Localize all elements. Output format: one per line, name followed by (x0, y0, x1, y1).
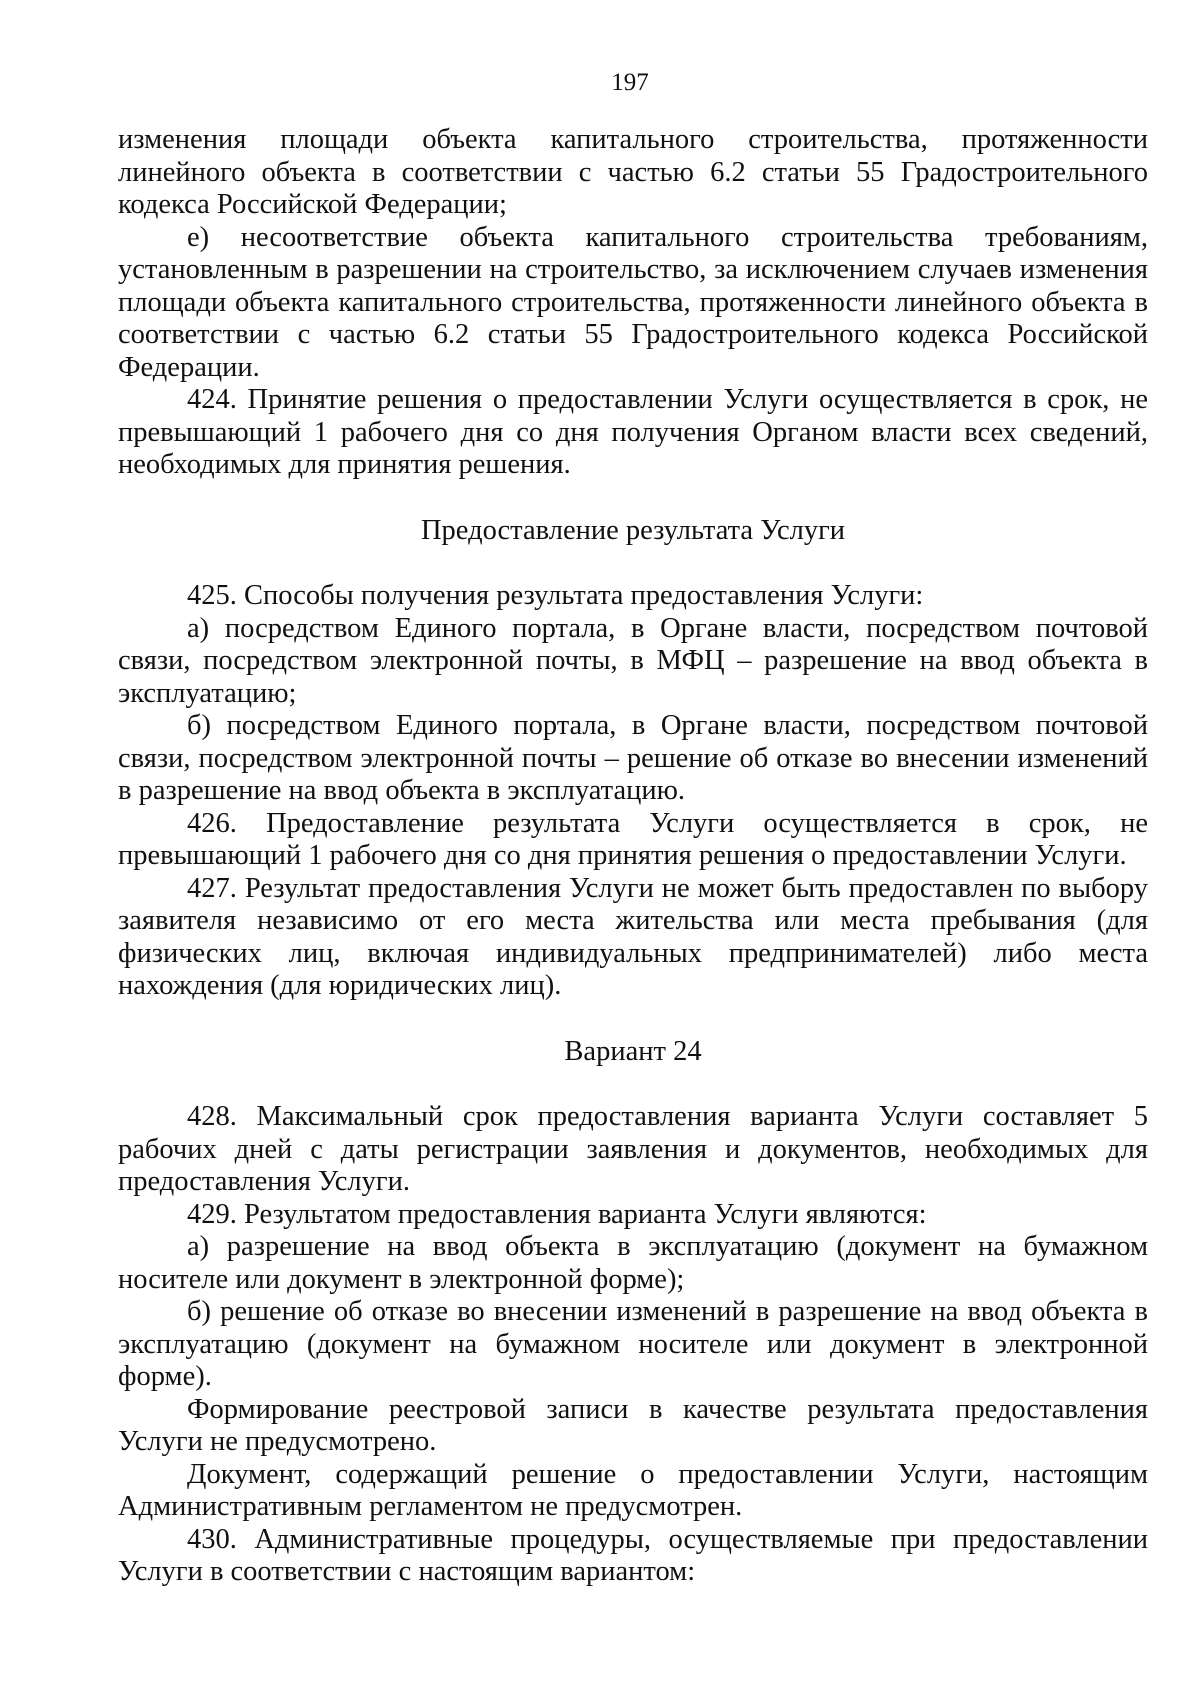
paragraph: 430. Административные процедуры, осуществляемые при предоставлении Услуги в соответствии с настоящим вариантом: (118, 1523, 1148, 1587)
section-heading: Предоставление результата Услуги (420, 514, 846, 546)
paragraph: б) посредством Единого портала, в Органе власти, посредством почтовой связи, посредством электронной почты – решение об отказе во внесении изменений в разрешение на ввод объекта в эксплуатацию. (118, 710, 1148, 806)
paragraph: а) посредством Единого портала, в Органе власти, посредством почтовой связи, посредством электронной почты, в МФЦ – разрешение на ввод объекта в эксплуатацию; (118, 612, 1148, 709)
paragraph: 428. Максимальный срок предоставления варианта Услуги составляет 5 рабочих дней с даты регистрации заявления и документов, необходимых для предоставления Услуги. (118, 1101, 1148, 1197)
paragraph: 426. Предоставление результата Услуги осуществляется в срок, не превышающий 1 рабочего дня со дня принятия решения о предоставлении Услуги. (118, 807, 1148, 871)
paragraph: е) несоответствие объекта капитального строительства требованиям, установленным в разрешении на строительство, за исключением случаев изменения площади объекта капитального строительства, протяженности линейного объекта в соответствии с частью 6.2 статьи 55 Градостроительного кодекса Российской Федерации. (118, 221, 1148, 383)
paragraph: а) разрешение на ввод объекта в эксплуатацию (документ на бумажном носителе или документ в электронной форме); (118, 1231, 1148, 1295)
paragraph: 424. Принятие решения о предоставлении Услуги осуществляется в срок, не превышающий 1 рабочего дня со дня получения Органом власти всех сведений, необходимых для принятия решения. (118, 384, 1148, 480)
paragraph: изменения площади объекта капитального строительства, протяженности линейного объекта в соответствии с частью 6.2 статьи 55 Градостроительного кодекса Российской Федерации; (118, 124, 1148, 220)
paragraph: Формирование реестровой записи в качестве результата предоставления Услуги не предусмотрено. (118, 1393, 1148, 1457)
paragraph: 425. Способы получения результата предоставления Услуги: (187, 580, 924, 611)
paragraph: 427. Результат предоставления Услуги не может быть предоставлен по выбору заявителя независимо от его места жительства или места пребывания (для физических лиц, включая индивидуальных предпринимателей) либо места нахождения (для юридических лиц). (118, 872, 1148, 1001)
section-heading: Вариант 24 (564, 1035, 702, 1067)
paragraph: Документ, содержащий решение о предоставлении Услуги, настоящим Административным регламентом не предусмотрен. (118, 1458, 1148, 1522)
paragraph: б) решение об отказе во внесении изменений в разрешение на ввод объекта в эксплуатацию (документ на бумажном носителе или документ в электронной форме). (118, 1296, 1148, 1392)
document-body (118, 124, 1148, 1589)
page-number: 197 (611, 69, 649, 96)
paragraph: 429. Результатом предоставления варианта Услуги являются: (187, 1198, 927, 1230)
